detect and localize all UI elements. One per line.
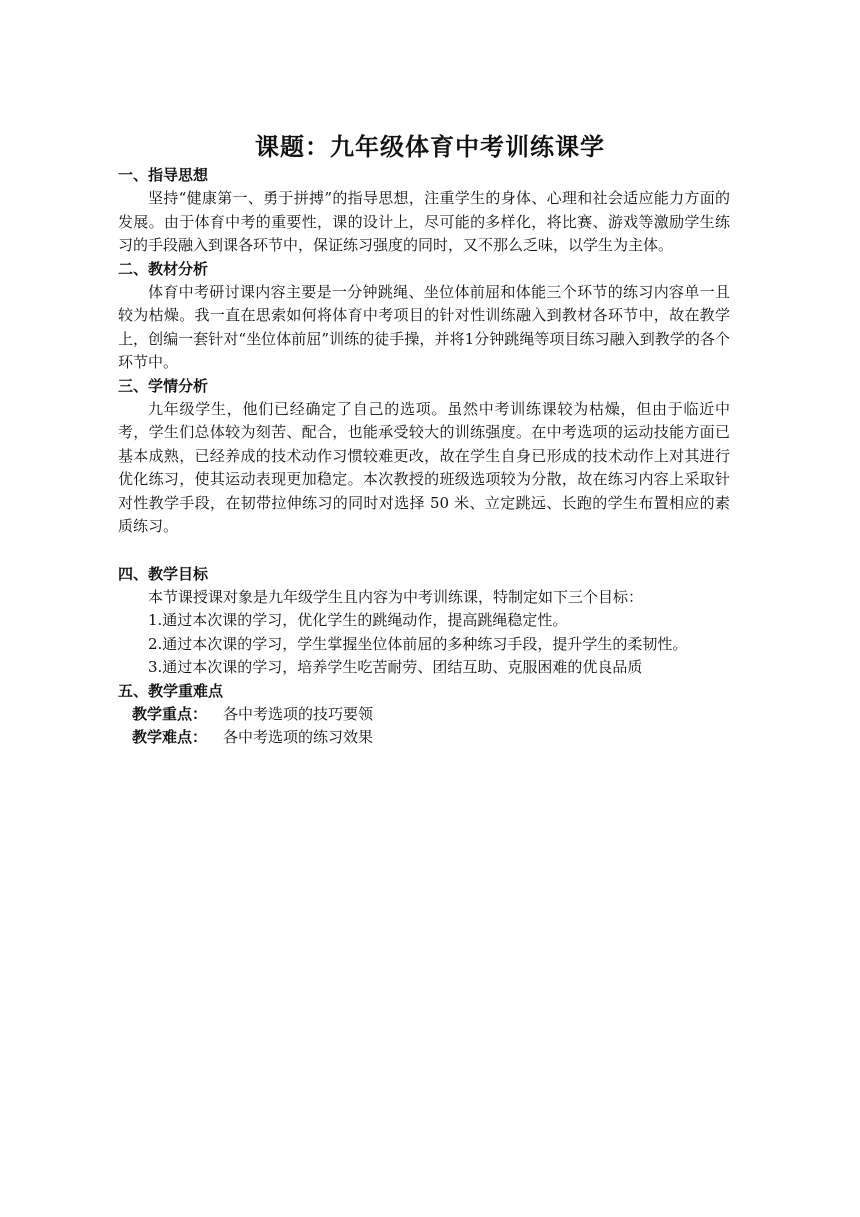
section-heading-key-difficult-points: 五、教学重难点 <box>118 681 224 700</box>
section-heading-student-analysis: 三、学情分析 <box>118 376 209 395</box>
key-point-value: 各中考选项的技巧要领 <box>223 704 374 723</box>
blank-line <box>118 539 730 563</box>
document-body <box>118 164 730 750</box>
section-heading-teaching-goals: 四、教学目标 <box>118 564 209 583</box>
key-point-row <box>132 703 730 726</box>
section-heading-material-analysis: 二、教材分析 <box>118 259 209 278</box>
teaching-goal-3: 3.通过本次课的学习，培养学生吃苦耐劳、团结互助、克服困难的优良品质 <box>148 658 643 677</box>
teaching-goal-2: 2.通过本次课的学习，学生掌握坐位体前屈的多种练习手段，提升学生的柔韧性。 <box>148 634 688 653</box>
document-title: 课题：九年级体育中考训练课学 <box>255 133 605 161</box>
key-point-label: 教学重点： <box>132 704 208 723</box>
teaching-goals-intro: 本节课授课对象是九年级学生且内容为中考训练课，特制定如下三个目标： <box>148 587 644 606</box>
section-heading-guiding-ideology: 一、指导思想 <box>118 166 209 184</box>
difficult-point-value: 各中考选项的练习效果 <box>223 728 374 747</box>
student-analysis-paragraph: 九年级学生，他们已经确定了自己的选项。虽然中考训练课较为枯燥，但由于临近中考，学生们总体较为刻苦、配合，也能承受较大的训练强度。在中考选项的运动技能方面已基本成熟，已经养成的技术动作习惯较难更改，故在学生自身已形成的技术动作上对其进行优化练习，使其运动表现更加稳定。本次教授的班级选项较为分散，故在练习内容上采取针对性教学手段，在韧带拉伸练习的同时对选择 50 米、立定跳远、长跑的学生布置相应的素质练习。 <box>118 400 730 536</box>
difficult-point-row <box>132 726 730 749</box>
material-analysis-paragraph: 体育中考研讨课内容主要是一分钟跳绳、坐位体前屈和体能三个环节的练习内容单一且较为枯燥。我一直在思索如何将体育中考项目的针对性训练融入到教材各环节中，故在教学上，创编一套针对“坐位体前屈”训练的徒手操，并将1分钟跳绳等项目练习融入到教学的各个环节中。 <box>118 283 730 372</box>
guiding-ideology-paragraph: 坚持“健康第一、勇于拼搏”的指导思想，注重学生的身体、心理和社会适应能力方面的发展。由于体育中考的重要性，课的设计上，尽可能的多样化，将比赛、游戏等激励学生练习的手段融入到课各环节中，保证练习强度的同时，又不那么乏味，以学生为主体。 <box>118 189 730 255</box>
difficult-point-label: 教学难点： <box>132 728 208 747</box>
teaching-goal-1: 1.通过本次课的学习，优化学生的跳绳动作，提高跳绳稳定性。 <box>148 611 568 630</box>
